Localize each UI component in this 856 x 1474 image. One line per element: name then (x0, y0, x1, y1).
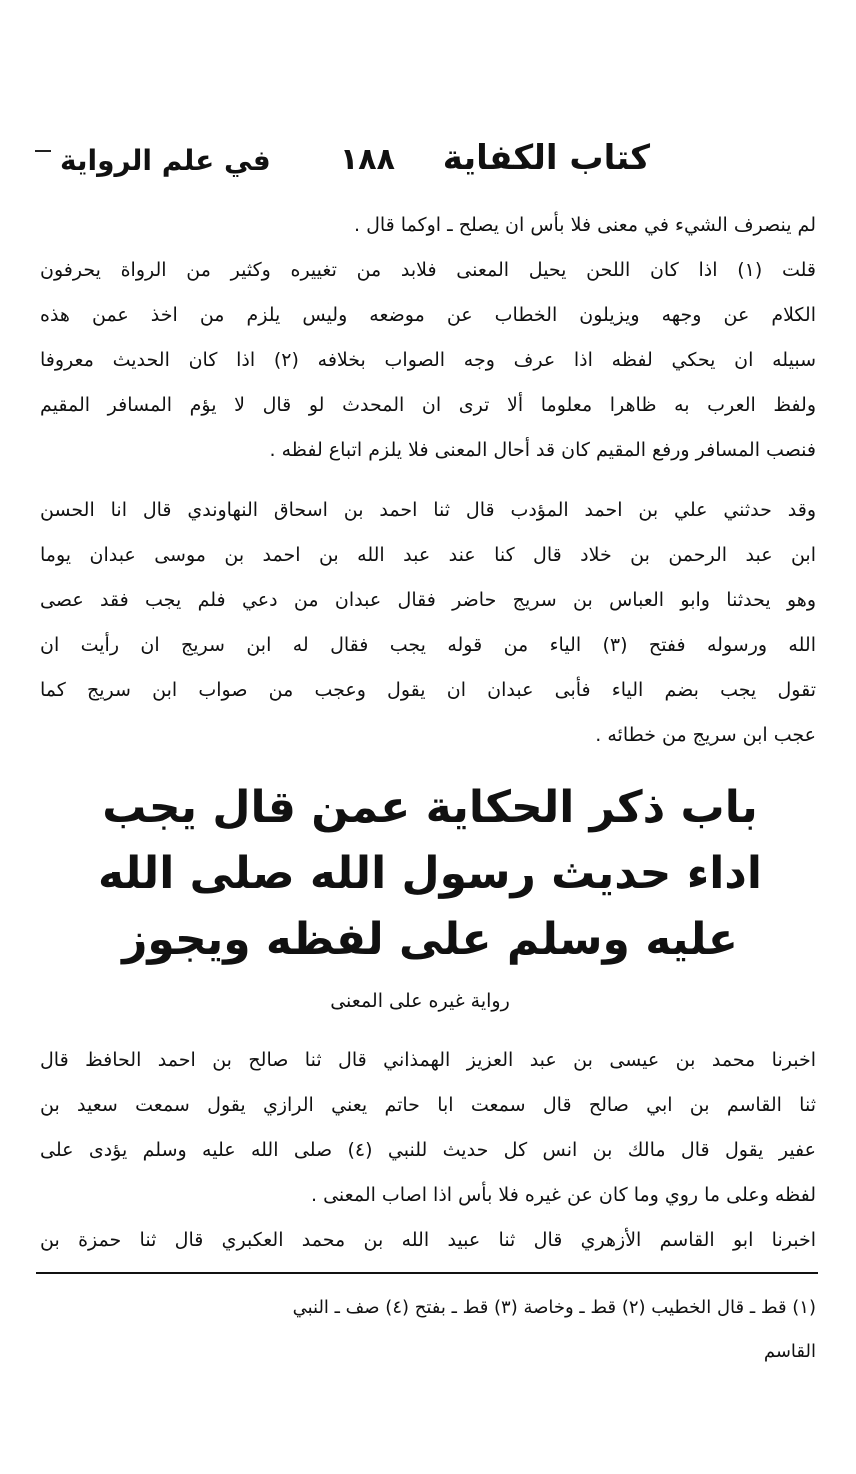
heading-line: باب ذكر الحكاية عمن قال يجب (102, 782, 758, 833)
paragraph-grammar-note (40, 250, 816, 475)
footnotes (40, 1288, 816, 1376)
page-number: ١٨٨ (340, 142, 395, 177)
page-header (60, 138, 650, 186)
paragraph-narration (40, 1040, 816, 1265)
text-line: ابن عبد الرحمن بن خلاد قال كنا عند عبد الله بن احمد بن موسى عبدان يوما (40, 544, 816, 566)
text-line: سبيله ان يحكي لفظه اذا عرف وجه الصواب بخلافه (٢) اذا كان الحديث معروفا (40, 349, 816, 371)
chapter-heading (90, 775, 770, 973)
book-title: كتاب الكفاية (442, 138, 650, 178)
footnote-divider (36, 1272, 818, 1274)
text-line: عفير يقول قال مالك بن انس كل حديث للنبي (٤) صلى الله عليه وسلم يؤدى على (40, 1139, 816, 1161)
text-line: اخبرنا محمد بن عيسى بن عبد العزيز الهمذاني قال ثنا صالح بن احمد الحافظ قال (40, 1049, 816, 1071)
paragraph-continuation (40, 205, 816, 250)
text-line: لفظه وعلى ما روي وما كان عن غيره فلا بأس اذا اصاب المعنى . (311, 1184, 816, 1206)
text-line: لم ينصرف الشيء في معنى فلا بأس ان يصلح ـ اوكما قال . (353, 214, 816, 236)
text-line: وقد حدثني علي بن احمد المؤدب قال ثنا احمد بن اسحاق النهاوندي قال انا الحسن (40, 499, 816, 521)
text-line: اخبرنا ابو القاسم الأزهري قال ثنا عبيد الله بن محمد العكبري قال ثنا حمزة بن (40, 1229, 816, 1251)
text-line: عجب ابن سريج من خطائه . (595, 724, 816, 746)
text-line: الكلام عن وجهه ويزيلون الخطاب عن موضعه وليس يلزم من اخذ عمن هذه (40, 304, 816, 326)
text-line: وهو يحدثنا وابو العباس بن سريج حاضر فقال عبدان من دعي فلم يجب فقد عصى (40, 589, 816, 611)
text-line: الله ورسوله ففتح (٣) الياء من قوله يجب فقال له ابن سريج ان رأيت ان (40, 634, 816, 656)
footnote-line: القاسم (763, 1341, 816, 1362)
text-line: ثنا القاسم بن ابي صالح قال سمعت ابا حاتم يعني الرازي يقول سمعت سعيد بن (40, 1094, 816, 1116)
text-line: فنصب المسافر ورفع المقيم كان قد أحال المعنى فلا يلزم اتباع لفظه . (269, 439, 816, 461)
book-subtitle: في علم الرواية (60, 144, 271, 177)
text-line: تقول يجب بضم الياء فأبى عبدان ان يقول وعجب من صواب ابن سريج كما (40, 679, 816, 701)
text-line: قلت (١) اذا كان اللحن يحيل المعنى فلابد من تغييره وكثير من الرواة يحرفون (40, 259, 816, 281)
paragraph-anecdote (40, 490, 816, 760)
chapter-subheading: رواية غيره على المعنى (330, 990, 510, 1012)
heading-line: اداء حديث رسول الله صلى الله (98, 848, 762, 899)
margin-mark (35, 150, 51, 152)
footnote-line: (١) قط ـ قال الخطيب (٢) قط ـ وخاصة (٣) قط ـ بفتح (٤) صف ـ النبي (292, 1297, 816, 1318)
heading-line: عليه وسلم على لفظه ويجوز (122, 914, 738, 965)
text-line: ولفظ العرب به ظاهرا معلوما ألا ترى ان المحدث لو قال لا يؤم المسافر المقيم (40, 394, 816, 416)
